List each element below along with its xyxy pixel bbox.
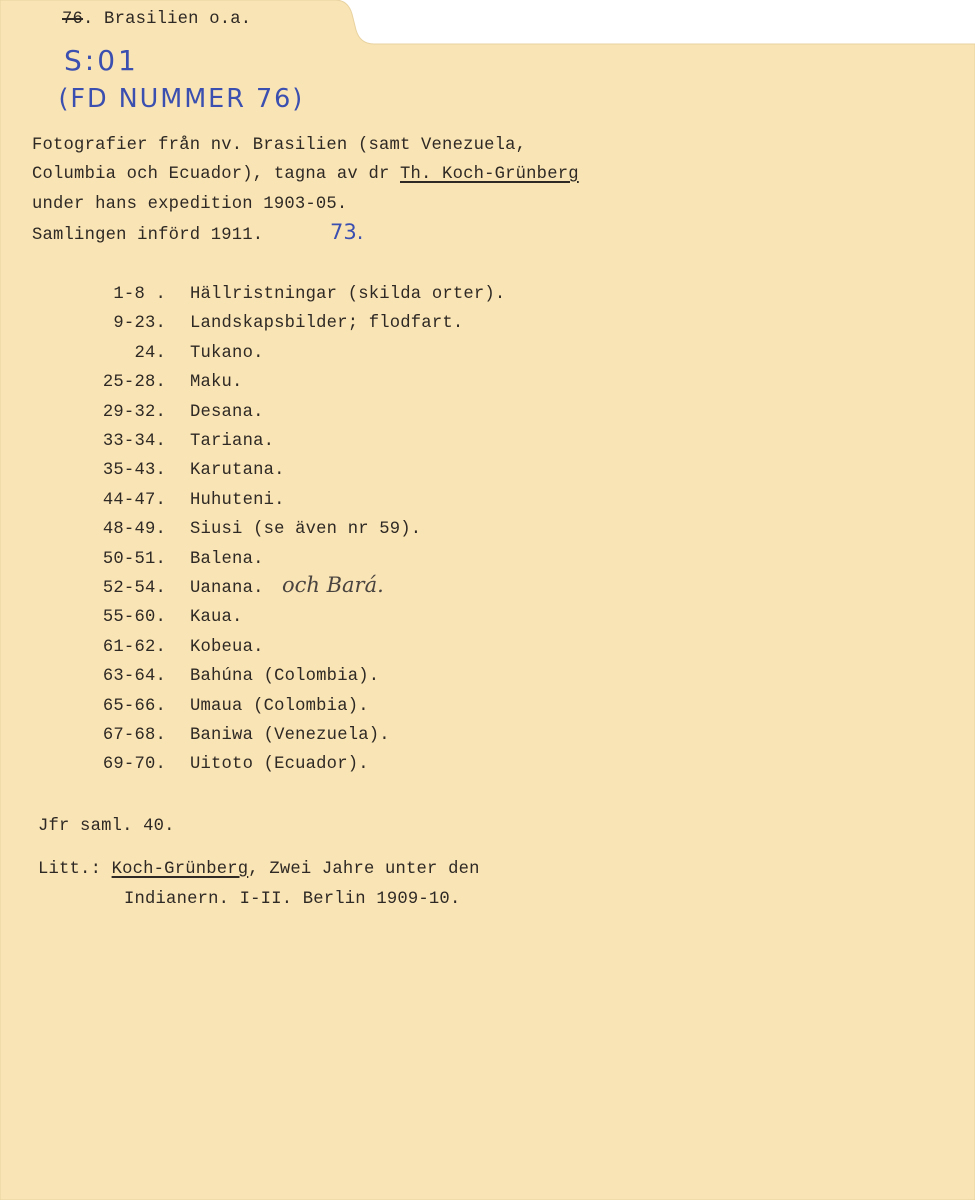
list-item	[0, 285, 900, 311]
list-item	[0, 403, 900, 429]
list-item	[0, 638, 900, 664]
description-line-1: Fotografier från nv. Brasilien (samt Venezuela,	[32, 136, 527, 155]
literature-line-1	[38, 860, 480, 879]
entry-label: Baniwa (Venezuela).	[190, 726, 390, 745]
author-name: Th. Koch-Grünberg	[400, 165, 579, 184]
list-item	[0, 573, 900, 605]
list-item	[0, 373, 900, 399]
old-number: 76	[62, 10, 84, 29]
catalog-code: S:01	[64, 44, 139, 77]
entry-handwritten-addition: och Bará.	[282, 573, 384, 597]
description-line-4	[32, 226, 263, 245]
description-line-3: under hans expedition 1903-05.	[32, 195, 348, 214]
list-item	[0, 667, 900, 693]
entry-range: 52-54.	[102, 579, 166, 598]
list-item	[0, 314, 900, 340]
entry-label: Hällristningar (skilda orter).	[190, 285, 506, 304]
entry-range: 1-8 .	[113, 285, 166, 304]
entry-label: Uitoto (Ecuador).	[190, 755, 369, 775]
entry-label: Tukano.	[190, 343, 264, 363]
entry-range: 69-70.	[102, 755, 166, 775]
entry-label: Uanana.	[190, 579, 264, 598]
entry-label: Kaua.	[190, 608, 243, 628]
list-item	[0, 550, 900, 576]
entry-range: 67-68.	[102, 726, 166, 745]
description-line-2	[32, 165, 579, 184]
entry-range: 24.	[134, 343, 166, 363]
entry-label: Balena.	[190, 549, 264, 569]
entry-range: 9-23.	[113, 314, 166, 334]
entry-range: 35-43.	[102, 461, 166, 481]
entry-range: 50-51.	[102, 549, 166, 569]
list-item	[0, 697, 900, 723]
list-item	[0, 755, 900, 781]
fd-number: (FD NUMMER 76)	[58, 84, 305, 114]
entry-range: 65-66.	[102, 696, 166, 716]
entry-range: 48-49.	[102, 520, 166, 540]
count-annotation: 73.	[330, 220, 364, 244]
literature-line-2: Indianern. I-II. Berlin 1909-10.	[124, 890, 461, 909]
literature-prefix: Litt.:	[38, 860, 112, 879]
entry-label: Siusi (se även nr 59).	[190, 520, 422, 540]
entry-label: Maku.	[190, 373, 243, 393]
region-label: . Brasilien o.a.	[83, 10, 252, 29]
entry-range: 25-28.	[102, 373, 166, 393]
entry-range: 61-62.	[102, 637, 166, 657]
literature-title: , Zwei Jahre unter den	[248, 860, 480, 879]
list-item	[0, 608, 900, 634]
list-item	[0, 344, 900, 370]
entry-range: 29-32.	[102, 402, 166, 422]
entry-label: Desana.	[190, 402, 264, 422]
description-line-2-text: Columbia och Ecuador), tagna av dr	[32, 165, 400, 184]
description-line-4-text: Samlingen införd 1911.	[32, 226, 264, 245]
list-item	[0, 432, 900, 458]
list-item	[0, 726, 900, 752]
header-line	[62, 10, 251, 29]
entry-label: Karutana.	[190, 461, 285, 481]
entry-range: 63-64.	[102, 667, 166, 687]
reference-line: Jfr saml. 40.	[38, 817, 175, 836]
list-item	[0, 520, 900, 546]
entry-label: Bahúna (Colombia).	[190, 667, 380, 687]
entry-label: Kobeua.	[190, 637, 264, 657]
entry-label: Umaua (Colombia).	[190, 696, 369, 716]
entry-range: 33-34.	[102, 432, 166, 451]
entry-range: 44-47.	[102, 490, 166, 510]
entry-label: Huhuteni.	[190, 490, 285, 510]
entry-label: Tariana.	[190, 432, 275, 451]
entry-label: Landskapsbilder; flodfart.	[190, 314, 464, 334]
literature-author: Koch-Grünberg	[111, 860, 249, 879]
list-item	[0, 461, 900, 487]
list-item	[0, 491, 900, 517]
entry-range: 55-60.	[102, 608, 166, 628]
